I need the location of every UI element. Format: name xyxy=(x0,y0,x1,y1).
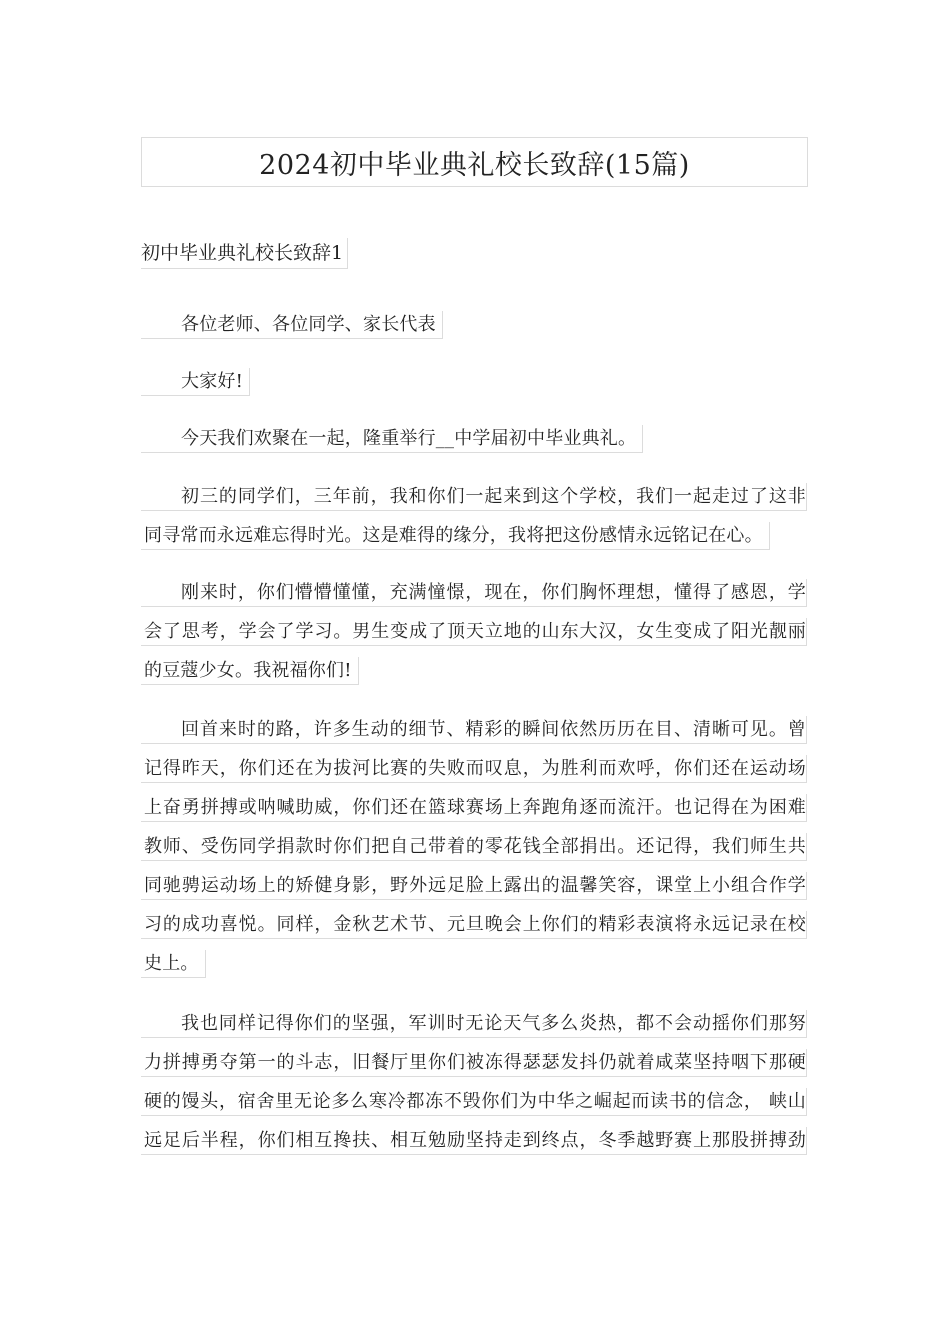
paragraph-line: 远足后半程，你们相互搀扶、相互勉励坚持走到终点，冬季越野赛上那股拼搏劲 xyxy=(141,1127,807,1155)
paragraph-line: 史上。 xyxy=(141,950,206,978)
paragraph-line: 记得昨天，你们还在为拔河比赛的失败而叹息，为胜利而欢呼，你们还在运动场 xyxy=(141,755,807,783)
paragraph-line: 会了思考，学会了学习。男生变成了顶天立地的山东大汉，女生变成了阳光靓丽 xyxy=(141,618,807,646)
paragraph-intro xyxy=(141,425,807,469)
paragraph-greeting xyxy=(141,368,807,412)
paragraph-three-years xyxy=(141,483,807,566)
paragraph-line: 回首来时的路，许多生动的细节、精彩的瞬间依然历历在目、清晰可见。曾 xyxy=(141,716,807,744)
paragraph-line: 习的成功喜悦。同样，金秋艺术节、元旦晚会上你们的精彩表演将永远记录在校 xyxy=(141,911,807,939)
paragraph-line: 上奋勇拼搏或呐喊助威，你们还在篮球赛场上奔跑角逐而流汗。也记得在为困难 xyxy=(141,794,807,822)
paragraph-line: 我也同样记得你们的坚强，军训时无论天气多么炎热，都不会动摇你们那努 xyxy=(141,1010,807,1038)
paragraph-line: 同驰骋运动场上的矫健身影，野外远足脸上露出的温馨笑容，课堂上小组合作学 xyxy=(141,872,807,900)
paragraph-growth xyxy=(141,579,807,701)
paragraph-line: 今天我们欢聚在一起，隆重举行__中学届初中毕业典礼。 xyxy=(141,425,643,453)
paragraph-line: 的豆蔻少女。我祝福你们! xyxy=(141,657,359,685)
paragraph-line: 力拼搏勇夺第一的斗志，旧餐厅里你们被冻得瑟瑟发抖仍就着咸菜坚持咽下那硬 xyxy=(141,1049,807,1077)
paragraph-salutation xyxy=(141,311,807,355)
paragraph-line: 大家好! xyxy=(141,368,250,396)
paragraph-line: 教师、受伤同学捐款时你们把自己带着的零花钱全部捐出。还记得，我们师生共 xyxy=(141,833,807,861)
paragraph-line: 同寻常而永远难忘得时光。这是难得的缘分，我将把这份感情永远铭记在心。 xyxy=(141,522,770,550)
paragraph-line: 刚来时，你们懵懵懂懂，充满憧憬，现在，你们胸怀理想，懂得了感恩，学 xyxy=(141,579,807,607)
paragraph-line: 初三的同学们，三年前，我和你们一起来到这个学校，我们一起走过了这非 xyxy=(141,483,807,511)
section-heading: 初中毕业典礼校长致辞1 xyxy=(141,238,348,269)
paragraph-resilience xyxy=(141,1010,807,1166)
paragraph-memories xyxy=(141,716,807,994)
paragraph-line: 硬的馒头，宿舍里无论多么寒冷都冻不毁你们为中华之崛起而读书的信念， 峡山 xyxy=(141,1088,807,1116)
document-title xyxy=(141,137,808,187)
document-title-text: 2024初中毕业典礼校长致辞(15篇) xyxy=(259,149,690,181)
paragraph-line: 各位老师、各位同学、家长代表 xyxy=(141,311,443,339)
